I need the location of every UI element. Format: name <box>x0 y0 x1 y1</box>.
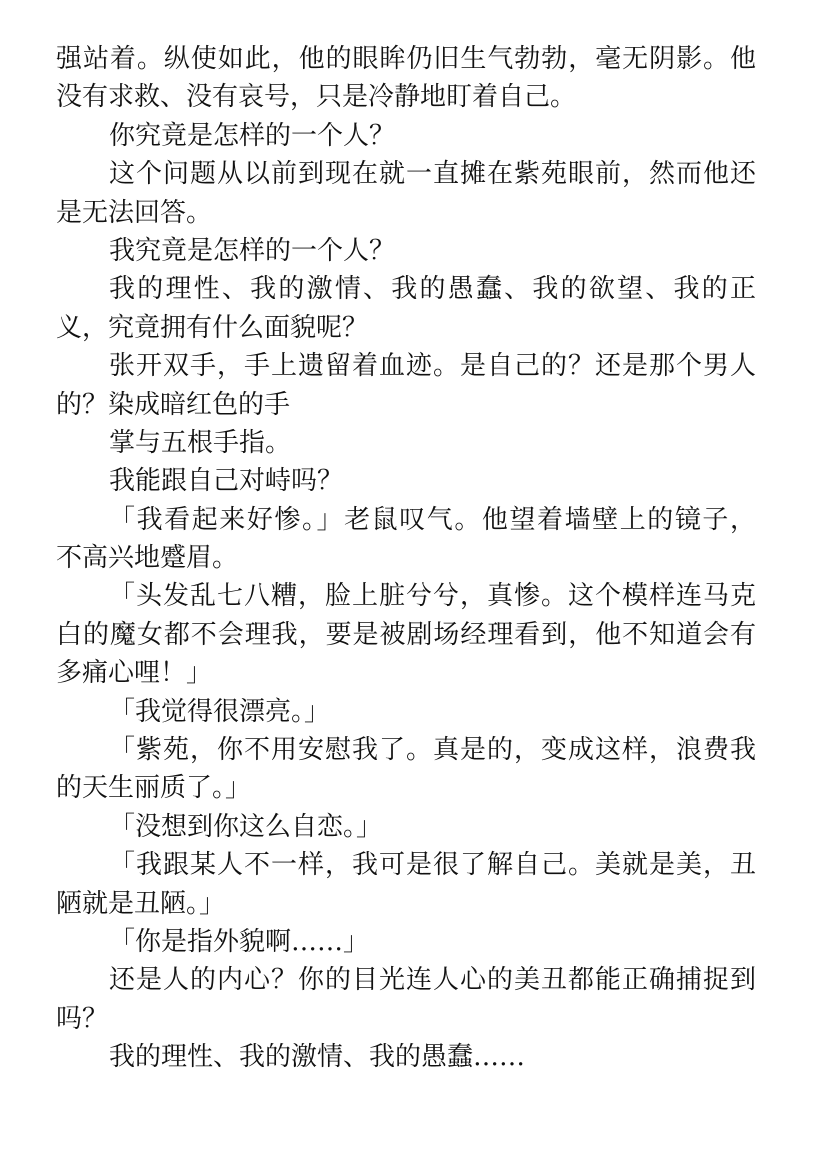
text-line: 「紫苑，你不用安慰我了。真是的，变成这样，浪费我 <box>109 735 756 766</box>
text-line: 还是人的内心？你的目光连人心的美丑都能正确捕捉到 <box>109 965 756 996</box>
text-line: 多痛心哩！」 <box>56 658 213 689</box>
text-line: 我的理性、我的激情、我的愚蠢…… <box>109 1042 526 1073</box>
text-line: 你究竟是怎样的一个人？ <box>109 120 396 151</box>
text-line: 「我跟某人不一样，我可是很了解自己。美就是美，丑 <box>109 850 756 881</box>
text-line: 义，究竟拥有什么面貌呢？ <box>56 312 369 343</box>
text-line: 「你是指外貌啊……」 <box>109 926 370 957</box>
text-line: 的？染成暗红色的手 <box>56 389 291 420</box>
text-line: 「我觉得很漂亮。」 <box>109 696 331 727</box>
text-line: 的天生丽质了。」 <box>56 773 252 804</box>
text-line: 我能跟自己对峙吗？ <box>109 466 344 497</box>
text-line: 陋就是丑陋。」 <box>56 888 226 919</box>
text-line: 我的理性、我的激情、我的愚蠢、我的欲望、我的正 <box>109 274 756 305</box>
text-line: 我究竟是怎样的一个人？ <box>109 235 396 266</box>
text-line: 白的魔女都不会理我，要是被剧场经理看到，他不知道会有 <box>56 619 756 650</box>
text-line: 没有求救、没有哀号，只是冷静地盯着自己。 <box>56 82 577 113</box>
text-line: 这个问题从以前到现在就一直摊在紫苑眼前，然而他还 <box>109 159 756 190</box>
text-line: 是无法回答。 <box>56 197 213 228</box>
text-line: 强站着。纵使如此，他的眼眸仍旧生气勃勃，毫无阴影。他 <box>56 44 756 74</box>
page-body <box>56 40 756 1077</box>
text-line: 张开双手，手上遗留着血迹。是自己的？还是那个男人 <box>109 351 756 382</box>
text-line: 「头发乱七八糟，脸上脏兮兮，真惨。这个模样连马克 <box>109 581 756 612</box>
text-line: 吗？ <box>56 1003 109 1034</box>
text-line: 不高兴地蹙眉。 <box>56 543 239 574</box>
text-line: 「没想到你这么自恋。」 <box>109 811 383 842</box>
text-line: 「我看起来好惨。」老鼠叹气。他望着墙壁上的镜子， <box>109 504 756 535</box>
text-line: 掌与五根手指。 <box>109 427 292 458</box>
